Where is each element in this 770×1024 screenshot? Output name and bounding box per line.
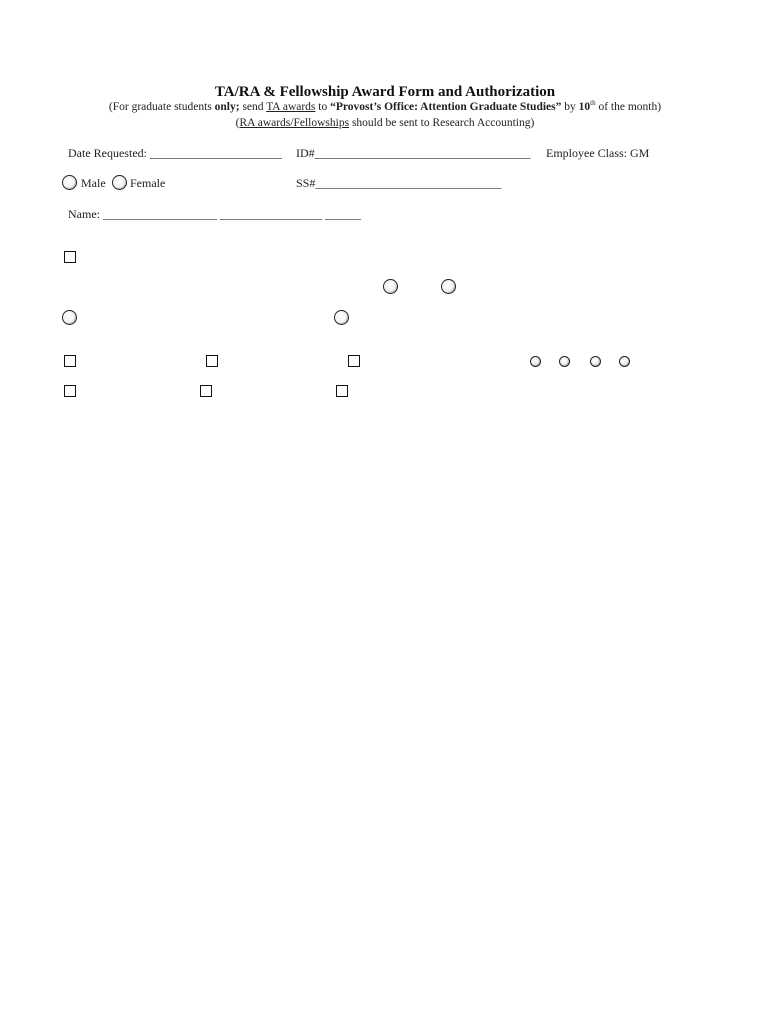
subtitle-ta-awards: TA awards — [266, 101, 316, 113]
small-radio-4[interactable] — [619, 356, 630, 367]
employee-class-label: Employee Class: GM — [546, 146, 650, 160]
id-field[interactable]: ID#____________________________________ — [296, 146, 531, 160]
checkbox-row2-col3[interactable] — [336, 385, 348, 397]
subtitle2-open-paren: ( — [235, 117, 240, 129]
option-radio-4[interactable] — [334, 310, 349, 325]
checkbox-row1-col1[interactable] — [64, 355, 76, 367]
small-radio-2[interactable] — [559, 356, 570, 367]
subtitle-part4: by — [561, 101, 579, 113]
option-radio-1[interactable] — [383, 279, 398, 294]
male-label: Male — [81, 176, 106, 190]
checkbox-row2-col2[interactable] — [200, 385, 212, 397]
checkbox-row1-col2[interactable] — [206, 355, 218, 367]
subtitle-tenth-sup: th — [590, 99, 596, 108]
option-radio-3[interactable] — [62, 310, 77, 325]
checkbox-row2-col1[interactable] — [64, 385, 76, 397]
ss-field[interactable]: SS#_______________________________ — [296, 176, 502, 190]
female-radio[interactable] — [112, 175, 127, 190]
form-subtitle-2 — [0, 117, 770, 129]
female-label: Female — [130, 176, 166, 190]
subtitle2-ra-awards: RA awards/Fellowships — [239, 117, 350, 129]
male-radio[interactable] — [62, 175, 77, 190]
option-radio-2[interactable] — [441, 279, 456, 294]
name-field[interactable]: Name: ___________________ _________________ ______ — [68, 207, 361, 221]
subtitle-close-paren: ) — [657, 101, 662, 113]
small-radio-1[interactable] — [530, 356, 541, 367]
subtitle-part1: For graduate students — [112, 101, 215, 113]
form-subtitle — [0, 101, 770, 113]
subtitle-part3: to — [315, 101, 331, 113]
award-type-checkbox[interactable] — [64, 251, 76, 263]
small-radio-3[interactable] — [590, 356, 601, 367]
checkbox-row1-col3[interactable] — [348, 355, 360, 367]
subtitle-office: “Provost’s Office: Attention Graduate Studies” — [330, 101, 562, 113]
date-requested-field[interactable]: Date Requested: ______________________ — [68, 146, 282, 160]
subtitle2-rest: should be sent to Research Accounting) — [349, 117, 535, 129]
form-title: TA/RA & Fellowship Award Form and Authorization — [214, 84, 556, 100]
subtitle-tenth: 10 — [578, 101, 591, 113]
subtitle-part2: send — [239, 101, 267, 113]
subtitle-only: only; — [214, 101, 240, 113]
subtitle-part5: of the month — [595, 101, 658, 113]
subtitle-open-paren: ( — [108, 101, 113, 113]
